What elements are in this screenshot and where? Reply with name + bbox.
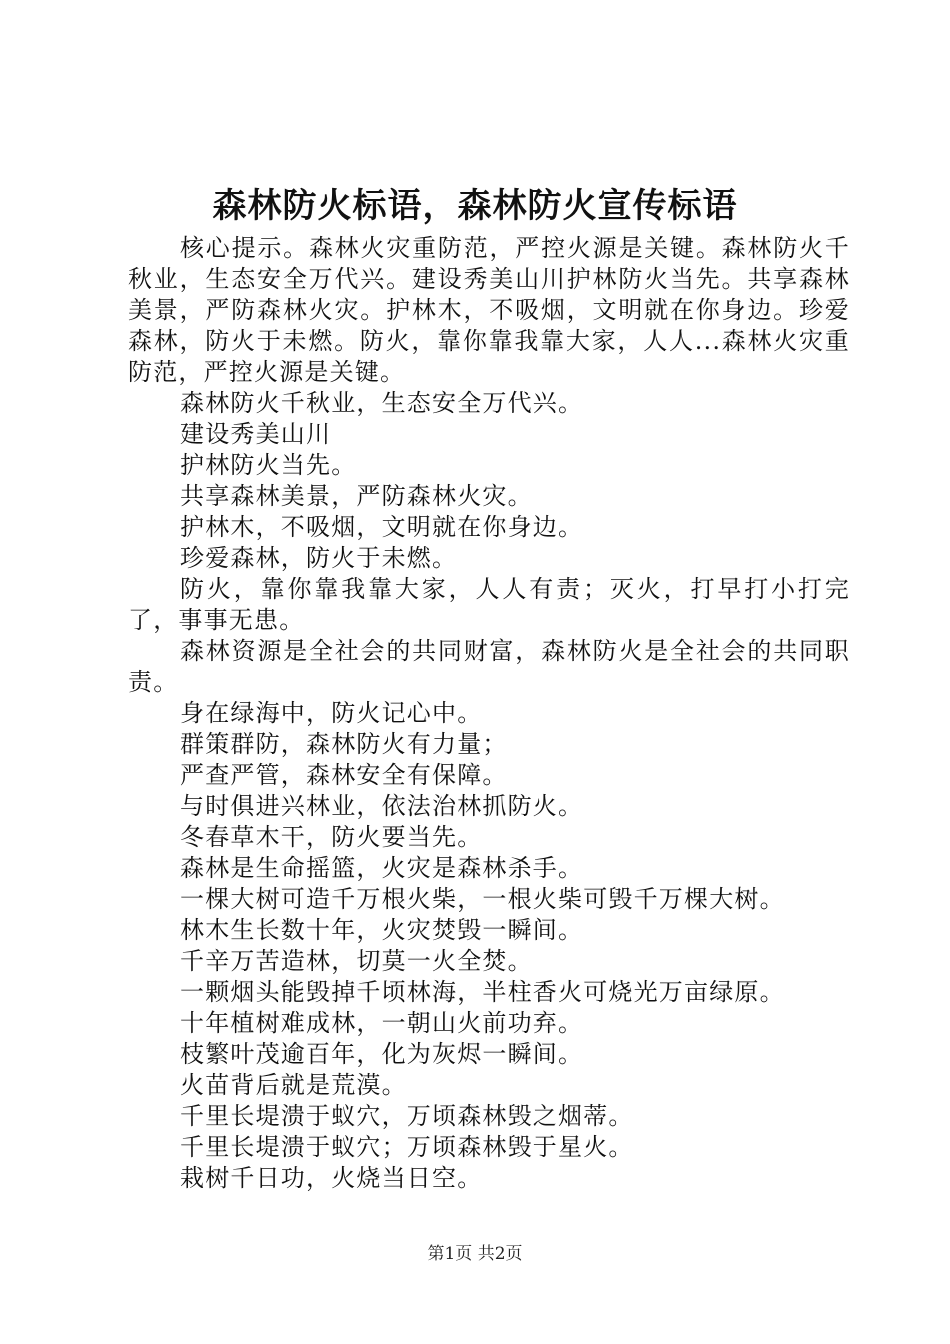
paragraph: 千辛万苦造林，切莫一火全焚。 — [180, 947, 533, 975]
page-number-footer: 第1页 共2页 — [427, 1244, 523, 1264]
paragraph: 护林木，不吸烟，文明就在你身边。 — [180, 513, 584, 541]
paragraph: 冬春草木干，防火要当先。 — [180, 823, 483, 851]
paragraph: 千里长堤溃于蚁穴，万顷森林毁之烟蒂。 — [180, 1102, 634, 1130]
paragraph: 防火，靠你靠我靠大家，人人有责；灭火，打早打小打完了，事事无患。 — [128, 575, 850, 634]
paragraph: 森林是生命摇篮，火灾是森林杀手。 — [180, 854, 584, 882]
paragraph: 身在绿海中，防火记心中。 — [180, 699, 483, 727]
paragraph: 群策群防，森林防火有力量； — [180, 730, 508, 758]
paragraph: 森林资源是全社会的共同财富，森林防火是全社会的共同职责。 — [128, 637, 850, 696]
paragraph: 林木生长数十年，火灾焚毁一瞬间。 — [180, 916, 584, 944]
paragraph: 森林防火千秋业，生态安全万代兴。 — [180, 389, 584, 417]
paragraph: 珍爱森林，防火于未燃。 — [180, 544, 458, 572]
paragraph: 共享森林美景，严防森林火灾。 — [180, 482, 533, 510]
paragraph: 建设秀美山川 — [180, 420, 332, 448]
paragraph: 与时俱进兴林业，依法治林抓防火。 — [180, 792, 584, 820]
paragraph: 一棵大树可造千万根火柴，一根火柴可毁千万棵大树。 — [180, 885, 785, 913]
paragraph: 千里长堤溃于蚁穴；万顷森林毁于星火。 — [180, 1133, 634, 1161]
paragraph: 火苗背后就是荒漠。 — [180, 1071, 407, 1099]
paragraph: 枝繁叶茂逾百年，化为灰烬一瞬间。 — [180, 1040, 584, 1068]
document-body — [128, 233, 850, 1194]
paragraph: 核心提示。森林火灾重防范，严控火源是关键。森林防火千秋业，生态安全万代兴。建设秀美山川护林防火当先。共享森林美景，严防森林火灾。护林木，不吸烟，文明就在你身边。珍爱森林，防火于未燃。防火，靠你靠我靠大家，人人...森林火灾重防范，严控火源是关键。 — [128, 234, 850, 386]
paragraph: 严查严管，森林安全有保障。 — [180, 761, 508, 789]
document-title: 森林防火标语，森林防火宣传标语 — [212, 186, 738, 226]
paragraph: 栽树千日功，火烧当日空。 — [180, 1164, 483, 1192]
paragraph: 一颗烟头能毁掉千顷林海，半柱香火可烧光万亩绿原。 — [180, 978, 785, 1006]
paragraph: 十年植树难成林，一朝山火前功弃。 — [180, 1009, 584, 1037]
paragraph: 护林防火当先。 — [180, 451, 357, 479]
